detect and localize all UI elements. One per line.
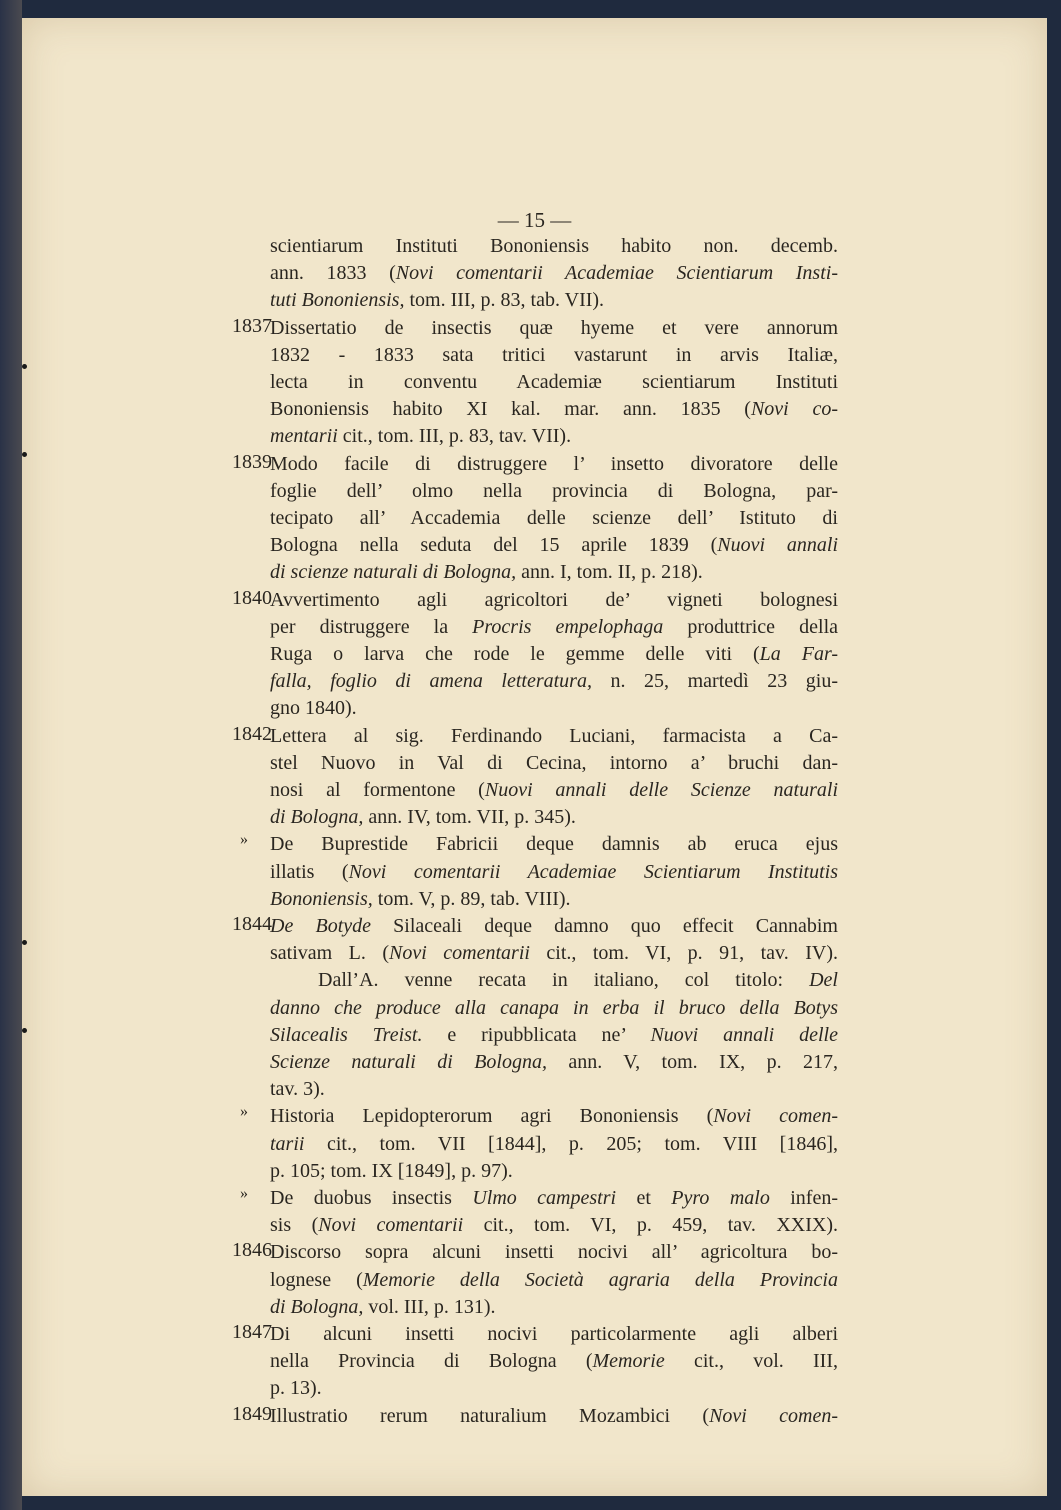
entry-line bbox=[270, 1348, 838, 1375]
text: Di alcuni insetti nocivi particolarmente agli alberi bbox=[270, 1323, 838, 1345]
entry-line bbox=[270, 1294, 838, 1321]
entry-line bbox=[270, 995, 838, 1022]
entry-line bbox=[270, 641, 838, 668]
text: Dall’A. venne recata in italiano, col titolo: bbox=[318, 969, 810, 992]
entry-line bbox=[270, 886, 838, 913]
italic-text: di scienze naturali di Bologna, bbox=[270, 561, 517, 584]
italic-text: La Far- bbox=[759, 642, 838, 665]
entry-year: » bbox=[240, 831, 248, 849]
text: vol. III, p. 131). bbox=[363, 1295, 496, 1318]
binding-hole bbox=[22, 940, 27, 945]
entry-year: 1837 bbox=[232, 314, 272, 337]
text: tom. III, p. 83, tab. VII). bbox=[404, 289, 605, 312]
binding-hole bbox=[22, 452, 27, 457]
text: ann. V, tom. IX, p. 217, bbox=[546, 1050, 838, 1073]
entry-year: 1849 bbox=[232, 1402, 272, 1425]
text: lognese ( bbox=[270, 1268, 363, 1291]
entry-line bbox=[270, 342, 838, 369]
text: stel Nuovo in Val di Cecina, intorno a’ bruchi dan- bbox=[270, 751, 838, 774]
entry-year: » bbox=[240, 1103, 248, 1121]
italic-text: Novi comen- bbox=[713, 1105, 838, 1128]
entry-line bbox=[270, 1076, 838, 1103]
entry-line bbox=[270, 396, 838, 423]
text: tav. 3). bbox=[270, 1078, 325, 1101]
entry-line bbox=[270, 1049, 838, 1076]
italic-text: Del bbox=[809, 969, 838, 992]
italic-text: Memorie della Società agraria della Provincia bbox=[362, 1268, 838, 1291]
italic-text: danno che produce alla canapa in erba il bruco della Botys bbox=[270, 996, 838, 1019]
italic-text: Novi comentarii bbox=[318, 1214, 464, 1237]
bibliography-entry bbox=[232, 314, 838, 451]
italic-text: tuti Bononiensis, bbox=[270, 289, 405, 312]
text: scientiarum Instituti Bononiensis habito non. decemb. bbox=[270, 235, 838, 257]
book-page bbox=[22, 18, 1047, 1496]
binding-hole bbox=[22, 1028, 27, 1033]
text: Silaceali deque damno quo effecit Cannabim bbox=[371, 915, 838, 937]
text: ann. IV, tom. VII, p. 345). bbox=[363, 806, 576, 829]
bibliography-entry bbox=[232, 450, 838, 587]
text: cit., tom. VII [1844], p. 205; tom. VIII [1846], bbox=[304, 1132, 838, 1155]
entry-year: 1840 bbox=[232, 586, 272, 609]
text: sativam L. ( bbox=[270, 942, 390, 965]
entry-line bbox=[270, 967, 838, 994]
entry-line bbox=[270, 287, 838, 314]
text: Bononiensis habito XI kal. mar. ann. 1835 ( bbox=[270, 398, 751, 421]
text: p. 105; tom. IX [1849], p. 97). bbox=[270, 1159, 513, 1182]
text: Lettera al sig. Ferdinando Luciani, farmacista a Ca- bbox=[270, 724, 838, 747]
entry-line bbox=[270, 369, 838, 396]
italic-text: Novi comen- bbox=[709, 1404, 838, 1427]
text: tecipato all’ Accademia delle scienze dell’ Istituto di bbox=[270, 506, 838, 529]
bibliography-entry bbox=[270, 233, 838, 315]
entry-line bbox=[270, 859, 838, 886]
italic-text: Nuovi annali delle Scienze naturali bbox=[484, 778, 839, 801]
entry-line bbox=[270, 478, 838, 505]
entry-line bbox=[270, 1321, 838, 1348]
entry-year: » bbox=[240, 1185, 248, 1202]
text: p. 13). bbox=[270, 1377, 322, 1400]
text: Ruga o larva che rode le gemme delle viti ( bbox=[270, 642, 760, 665]
text: infen- bbox=[769, 1187, 839, 1209]
entry-line bbox=[270, 559, 838, 586]
entry-line bbox=[270, 1131, 838, 1158]
binding-edge bbox=[0, 0, 22, 1510]
text: De duobus insectis bbox=[270, 1187, 473, 1209]
text: foglie dell’ olmo nella provincia di Bologna, par- bbox=[270, 479, 838, 502]
italic-text: Procris empelophaga bbox=[472, 615, 664, 638]
italic-text: Bononiensis, bbox=[270, 887, 373, 910]
italic-text: Pyro malo bbox=[671, 1187, 770, 1209]
text: illatis ( bbox=[270, 860, 349, 883]
bibliography-entry bbox=[240, 831, 838, 913]
bibliography-entry bbox=[232, 722, 839, 832]
entry-line bbox=[270, 1022, 838, 1049]
entry-year: 1839 bbox=[232, 450, 272, 473]
text: et bbox=[616, 1187, 672, 1209]
bibliography-entry bbox=[240, 1185, 839, 1239]
text: gno 1840). bbox=[270, 697, 357, 720]
entry-line bbox=[270, 423, 838, 450]
italic-text: Ulmo campestri bbox=[472, 1187, 617, 1209]
entry-line bbox=[270, 587, 838, 614]
text: Illustratio rerum naturalium Mozambici ( bbox=[270, 1404, 710, 1427]
italic-text: Silacealis Treist. bbox=[270, 1023, 423, 1046]
text: produttrice della bbox=[663, 615, 838, 638]
italic-text: Nuovi annali bbox=[717, 534, 838, 557]
bibliography-entry bbox=[232, 1321, 838, 1403]
text: nosi al formentone ( bbox=[270, 778, 485, 801]
text: sis ( bbox=[270, 1214, 319, 1237]
bibliography-entry bbox=[232, 586, 838, 723]
bibliography-entry bbox=[232, 1239, 838, 1321]
text: Dissertatio de insectis quæ hyeme et vere annorum bbox=[270, 316, 838, 339]
text: n. 25, martedì 23 giu- bbox=[591, 670, 838, 693]
text: cit., vol. III, bbox=[664, 1350, 838, 1373]
bibliography-entry bbox=[232, 913, 838, 1103]
text: per distruggere la bbox=[270, 615, 473, 638]
text: tom. V, p. 89, tab. VIII). bbox=[372, 887, 571, 910]
entry-line bbox=[270, 1158, 838, 1185]
entry-line bbox=[270, 913, 838, 940]
italic-text: Memorie bbox=[592, 1350, 665, 1373]
entry-line bbox=[270, 831, 838, 858]
text: 1832 - 1833 sata tritici vastarunt in arvis Italiæ, bbox=[270, 343, 838, 366]
italic-text: di Bologna, bbox=[270, 1295, 364, 1318]
entry-line bbox=[270, 723, 838, 750]
entry-line bbox=[270, 505, 838, 532]
text: cit., tom. III, p. 83, tav. VII). bbox=[337, 425, 572, 448]
entry-line bbox=[270, 1375, 838, 1402]
text: Avvertimento agli agricoltori de’ vigneti bolognesi bbox=[270, 588, 838, 611]
text: lecta in conventu Academiæ scientiarum Instituti bbox=[270, 370, 838, 393]
entry-line bbox=[270, 777, 838, 804]
text: Modo facile di distruggere l’ insetto divoratore delle bbox=[270, 452, 838, 475]
entry-line bbox=[270, 750, 838, 777]
entry-line bbox=[270, 1267, 838, 1294]
binding-hole bbox=[22, 364, 27, 369]
entry-line bbox=[270, 614, 838, 641]
italic-text: Novi co- bbox=[750, 398, 838, 421]
italic-text: De Botyde bbox=[270, 915, 372, 937]
italic-text: di Bologna, bbox=[270, 806, 364, 829]
entry-line bbox=[270, 668, 838, 695]
text: e ripubblicata ne’ bbox=[422, 1023, 651, 1046]
text: Discorso sopra alcuni insetti nocivi all’ agricoltura bo- bbox=[270, 1241, 838, 1264]
entry-line bbox=[270, 233, 838, 260]
entry-line bbox=[270, 1185, 838, 1212]
text: ann. 1833 ( bbox=[270, 262, 396, 285]
text: cit., tom. VI, p. 459, tav. XXIX). bbox=[463, 1214, 838, 1237]
entry-year: 1844 bbox=[232, 913, 272, 935]
text: Historia Lepidopterorum agri Bononiensis ( bbox=[270, 1105, 714, 1128]
entry-line bbox=[270, 804, 838, 831]
entry-line bbox=[270, 532, 838, 559]
entry-line bbox=[270, 1212, 838, 1239]
entry-line bbox=[270, 1403, 838, 1430]
entry-year: 1846 bbox=[232, 1239, 272, 1262]
text: cit., tom. VI, p. 91, tav. IV). bbox=[529, 942, 838, 965]
text: Bologna nella seduta del 15 aprile 1839 ( bbox=[270, 534, 718, 557]
entry-line bbox=[270, 695, 838, 722]
entry-line bbox=[270, 1239, 838, 1266]
entry-line bbox=[270, 451, 838, 478]
bibliography-entry bbox=[232, 1402, 838, 1430]
italic-text: Novi comentarii Academiae Scientiarum Insti- bbox=[395, 262, 838, 285]
text: nella Provincia di Bologna ( bbox=[270, 1350, 593, 1373]
italic-text: Nuovi annali delle bbox=[650, 1023, 838, 1046]
entry-line bbox=[270, 315, 838, 342]
italic-text: Novi comentarii bbox=[389, 942, 530, 965]
text: De Buprestide Fabricii deque damnis ab eruca ejus bbox=[270, 833, 838, 856]
entry-year: 1847 bbox=[232, 1321, 272, 1343]
bibliography-entry bbox=[240, 1103, 838, 1185]
entry-year: 1842 bbox=[232, 722, 272, 745]
entry-line bbox=[270, 260, 838, 287]
italic-text: Scienze naturali di Bologna, bbox=[270, 1050, 547, 1073]
italic-text: tarii bbox=[270, 1132, 305, 1155]
entry-line bbox=[270, 1103, 838, 1130]
text: ann. I, tom. II, p. 218). bbox=[516, 561, 703, 584]
italic-text: Novi comentarii Academiae Scientiarum Institutis bbox=[348, 860, 838, 883]
entry-line bbox=[270, 940, 838, 967]
italic-text: falla, foglio di amena letteratura, bbox=[270, 670, 592, 693]
page-number: — 15 — bbox=[497, 208, 572, 232]
italic-text: mentarii bbox=[270, 425, 338, 448]
